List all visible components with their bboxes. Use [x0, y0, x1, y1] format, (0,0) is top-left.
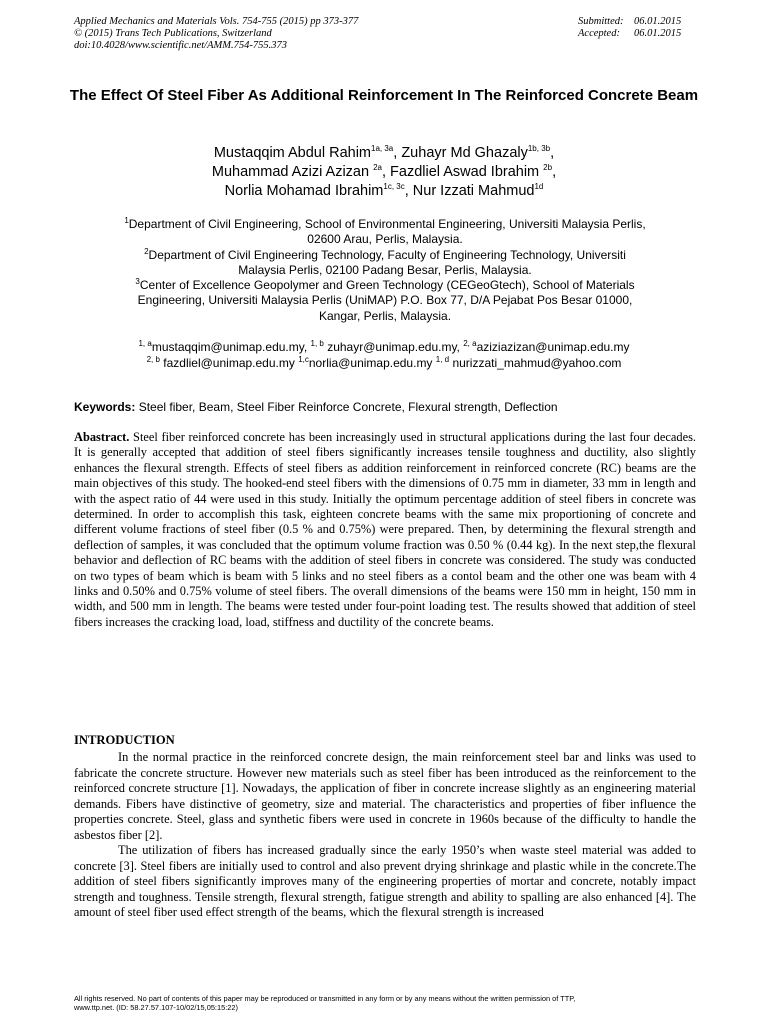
copyright-line: © (2015) Trans Tech Publications, Switzerland	[74, 28, 272, 39]
email-link[interactable]: fazdliel@unimap.edu.my	[159, 355, 299, 370]
journal-header	[74, 16, 358, 52]
email-link[interactable]: mustaqqim@unimap.edu.my,	[151, 340, 311, 354]
author-affil: 2a	[373, 163, 382, 173]
abstract	[74, 430, 696, 630]
keywords	[74, 400, 696, 415]
accepted-line	[578, 28, 681, 40]
author-name: Nur Izzati Mahmud	[412, 183, 535, 199]
affiliation-3: $^3$Center of Excellence Geopolymer and Green Technology (CEGeoGtech), School of Materials Engineering, Universiti Malaysia Perlis (UniMAP) P.O. Box 77, D/A Pejabat Pos Besar 01000, Kangar, Perlis, Malaysia.	[135, 277, 635, 323]
affiliation-2: $^2$Department of Civil Engineering Technology, Faculty of Engineering Technology, Universiti Malaysia Perlis, 02100 Padang Besar, Perlis, Malaysia.	[144, 246, 626, 277]
email-link[interactable]: zuhayr@unimap.edu.my,	[323, 340, 464, 354]
submitted-date: 06.01.2015	[634, 16, 682, 27]
footer-line: www.ttp.net. (ID: 58.27.57.107-10/02/15,05:15:22)	[74, 1003, 238, 1012]
author-affil: 2b	[543, 163, 553, 173]
keywords-text: Steel fiber, Beam, Steel Fiber Reinforce Concrete, Flexural strength, Deflection	[135, 400, 558, 414]
author-list	[60, 144, 708, 201]
abstract-text: Steel fiber reinforced concrete has been increasingly used in structural applications during the last four decades. It is generally accepted that addition of steel fibers significantly increases tensile toughness and ductility, also slightly enhances the flexural strength. Effects of steel fibers as addition reinforcement in reinforced concrete (RC) beams are the main objectives of this study. The hooked-end steel fibers with the dimensions of 0.75 mm in diameter, 33 mm in length and with the aspect ratio of 44 were used in this study. Initially the optimum percentage addition of steel fibers in concrete was determined. In order to accomplish this task, eighteen concrete beams with the same mix proportioning of concrete and different volume fractions of steel fiber (0.5 % and 0.75%) were prepared. Then, by determining the flexural strength and deflection of samples, it was concluded that the optimum volume fraction was 0.50 % (0.44 kg). In the next step,the flexural behavior and deflection of RC beams with the addition of steel fibers in concrete was considered. The study was conducted on two types of beam which is beam with 5 links and no steel fibers as a contol beam and the other one was beam with 4 links and 0.50% and 0.75% volume of steel fibers. The overall dimensions of the beams were 150 mm in height, 150 mm in width, and 500 mm in length. The beams were tested under four-point loading test. The results showed that addition of steel fibers increases the cracking load, load, stiffness and ductility of the concrete beams.	[74, 430, 696, 629]
author-line: Mustaqqim Abdul Rahim$^{1a, 3a}$, Zuhayr Md Ghazaly$^{1b, 3b}$,	[213, 144, 555, 161]
affiliation-1: $^1$Department of Civil Engineering, School of Environmental Engineering, Universiti Malaysia Perlis, 02600 Arau, Perlis, Malaysia.	[124, 216, 646, 247]
author-name: Muhammad Azizi Azizan	[211, 164, 374, 180]
accepted-label: Accepted:	[578, 28, 620, 39]
email-line: $^{1, a}$mustaqqim@unimap.edu.my, $^{1, b}$ zuhayr@unimap.edu.my, $^{2, a}$aziziazizan@unimap.edu.my	[138, 339, 630, 354]
abstract-label: Abastract.	[74, 430, 130, 444]
author-emails	[60, 340, 708, 371]
affiliations	[74, 217, 696, 324]
author-affil: 1b, 3b	[527, 144, 551, 154]
paragraph: The utilization of fibers has increased gradually since the early 1950’s when waste steel material was added to concrete [3]. Steel fibers are initially used to control and also prevent drying shrinkage and plastic while in the concrete.The addition of steel fibers significantly improves many of the engineering properties of mortar and concrete, notably impact strength and toughness. Tensile strength, flexural strength, fatigue strength and ability to spalling are also enhanced [4]. The amount of steel fiber used effect strength of the beams, which the flexural strength is increased	[74, 843, 696, 919]
doi-link[interactable]: doi:10.4028/www.scientific.net/AMM.754-755.373	[74, 40, 287, 51]
email-link[interactable]: nurizzati_mahmud@yahoo.com	[449, 355, 622, 370]
author-line: Muhammad Azizi Azizan $^{2a}$, Fazdliel Aswad Ibrahim $^{2b}$,	[211, 163, 557, 180]
author-name: Norlia Mohamad Ibrahim	[224, 183, 384, 199]
author-name: Mustaqqim Abdul Rahim	[213, 145, 372, 161]
copyright-footer	[74, 994, 704, 1012]
keywords-label: Keywords:	[74, 400, 136, 414]
footer-line: All rights reserved. No part of contents of this paper may be reproduced or transmitted in any form or by any means without the written permission of TTP,	[74, 994, 576, 1003]
author-affil: 1d	[534, 182, 544, 192]
introduction-heading: INTRODUCTION	[74, 733, 175, 747]
journal-citation: Applied Mechanics and Materials Vols. 754-755 (2015) pp 373-377	[74, 16, 359, 27]
email-link[interactable]: norlia@unimap.edu.my	[308, 355, 436, 370]
submission-dates	[578, 16, 681, 40]
author-name: Fazdliel Aswad Ibrahim	[390, 164, 544, 180]
author-line: Norlia Mohamad Ibrahim$^{1c, 3c}$, Nur Izzati Mahmud$^{1d}$	[224, 182, 544, 199]
submitted-line	[578, 16, 681, 28]
author-affil: 1c, 3c	[383, 182, 405, 192]
paragraph: In the normal practice in the reinforced concrete design, the main reinforcement steel bar and links was used to fabricate the concrete structure. However new materials such as steel fiber has been introduced as the reinforcement to the reinforced concrete structure [1]. Nowadays, the application of fiber in concrete increase slightly as an engineering material demands. Fibers have distinctive of geometry, size and material. The characteristics and properties of fiber influence the properties concrete. Steel, glass and synthetic fibers were used in concrete in 1960s because of the difficulty to handle the asbestos fiber [2].	[74, 750, 696, 842]
author-name: Zuhayr Md Ghazaly	[401, 145, 528, 161]
email-link[interactable]: aziziazizan@unimap.edu.my	[476, 340, 630, 354]
author-affil: 1a, 3a	[371, 144, 394, 154]
accepted-date: 06.01.2015	[634, 28, 682, 39]
email-line: $^{2, b}$ fazdliel@unimap.edu.my $^{1,c}$norlia@unimap.edu.my $^{1, d}$ nurizzati_mahmud@yahoo.com	[146, 354, 622, 370]
paper-title: The Effect Of Steel Fiber As Additional Reinforcement In The Reinforced Concrete Beam	[69, 87, 699, 104]
introduction-body	[74, 750, 696, 921]
submitted-label: Submitted:	[578, 16, 624, 27]
